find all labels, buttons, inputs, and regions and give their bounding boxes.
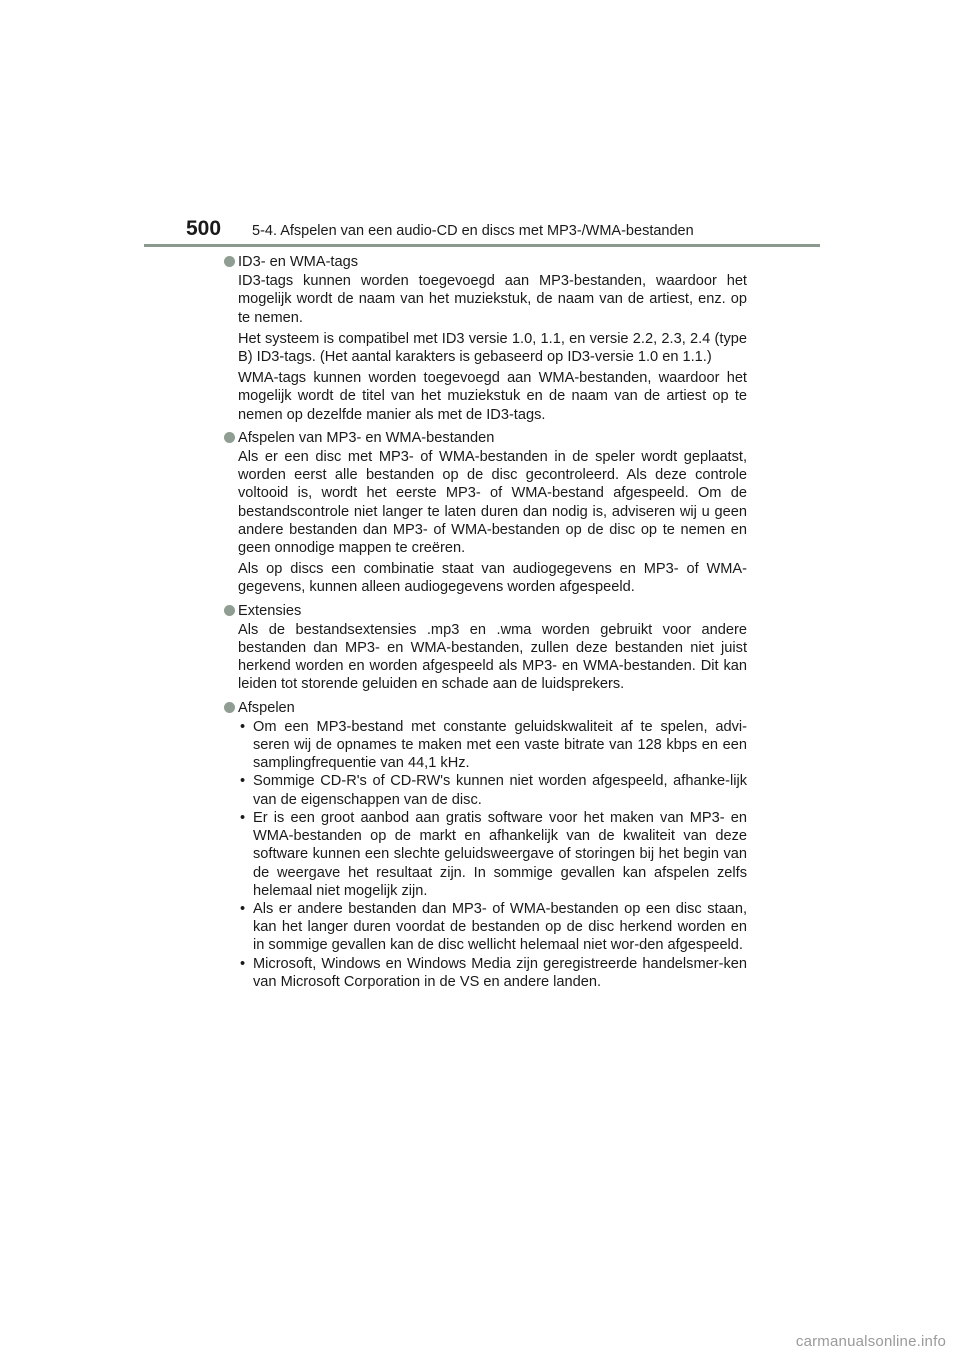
list-item [238,718,747,773]
section-title: 5-4. Afspelen van een audio-CD en discs met MP3-/WMA-bestanden [252,223,694,239]
bullet-icon: • [240,718,246,735]
section-heading-text: Afspelen [238,699,295,716]
bullet-icon: • [240,900,246,917]
bullet-icon: • [240,955,246,972]
list-item-text: Om een MP3-bestand met constante geluidskwaliteit af te spelen, advi-seren wij de opnames te maken met een vaste bitrate van 128 kbps en een samplingfrequentie van 44,1 kHz. [253,718,747,772]
list-item [238,809,747,900]
list-item-text: Er is een groot aanbod aan gratis software voor het maken van MP3- en WMA-bestanden op de markt en afhankelijk van de kwaliteit van deze software kunnen een slechte geluidsweergave of storingen bij het begin van de weergave het resultaat zijn. In sommige gevallen kan afspelen zelfs helemaal niet mogelijk zijn. [253,809,747,899]
section-afspelen [224,699,747,991]
bullet-icon: • [240,809,246,826]
paragraph: Als de bestandsextensies .mp3 en .wma worden gebruikt voor andere bestanden dan MP3- en WMA-bestanden, zullen deze bestanden niet juist herkend worden en worden afgespeeld als MP3- en WMA-bestanden. Dit kan leiden tot storende geluiden en schade aan de luidsprekers. [238,621,747,693]
section-heading-text: ID3- en WMA-tags [238,254,359,270]
paragraph: Als er een disc met MP3- of WMA-bestanden in de speler wordt geplaatst, worden eerst alle bestanden op de disc gecontroleerd. Als deze controle voltooid is, wordt het eerste MP3- of WMA-bestand afgespeeld. Om de bestandscontrole niet langer te laten duren dan nodig is, adviseren wij u geen andere bestanden dan MP3- of WMA-bestanden op de disc op te nemen en geen onnodige mappen te creëren. [238,449,747,557]
section-heading [224,429,747,447]
list-item-text: Microsoft, Windows en Windows Media zijn geregistreerde handelsmer-ken van Microsoft Corporation in de VS en andere landen. [253,955,747,990]
paragraph: WMA-tags kunnen worden toegevoegd aan WMA-bestanden, waardoor het mogelijk wordt de titel van het muziekstuk en de naam van de artiest op te nemen op dezelfde manier als met de ID3-tags. [238,370,747,423]
bullet-dot-icon [224,256,235,267]
section-heading [224,253,747,271]
section-id3-wma-tags [224,253,747,424]
page-header [186,216,820,246]
list-item-text: Sommige CD-R's of CD-RW's kunnen niet worden afgespeeld, afhanke-lijk van de eigenschappen van de disc. [253,773,747,808]
section-heading [224,699,747,717]
bullet-dot-icon [224,702,235,713]
section-heading [224,602,747,620]
list-item-text: Als er andere bestanden dan MP3- of WMA-bestanden op een disc staan, kan het langer duren voordat de bestanden op de disc herkend worden en in sommige gevallen kan de disc wellicht helemaal niet wor-den afgespeeld. [253,900,747,954]
list-item [238,772,747,808]
section-extensies [224,602,747,694]
watermark: carmanualsonline.info [795,1333,946,1350]
section-afspelen-mp3-wma [224,429,747,597]
list-item [238,955,747,991]
bullet-list [238,718,747,991]
bullet-dot-icon [224,605,235,616]
page-content [224,253,747,996]
list-item [238,900,747,955]
paragraph: Het systeem is compatibel met ID3 versie 1.0, 1.1, en versie 2.2, 2.3, 2.4 (type B) ID3-tags. (Het aantal karakters is gebaseerd op ID3-versie 1.0 en 1.1.) [238,330,747,366]
paragraph: ID3-tags kunnen worden toegevoegd aan MP3-bestanden, waardoor het mogelijk wordt de naam van het muziekstuk, de naam van de artiest, enz. op te nemen. [238,273,747,326]
page-number: 500 [186,217,222,240]
bullet-dot-icon [224,432,235,443]
header-rule [144,244,820,247]
paragraph: Als op discs een combinatie staat van audiogegevens en MP3- of WMA-gegevens, kunnen alleen audiogegevens worden afgespeeld. [238,561,747,596]
section-heading-text: Afspelen van MP3- en WMA-bestanden [238,429,495,446]
bullet-icon: • [240,773,246,790]
section-heading-text: Extensies [238,602,302,619]
